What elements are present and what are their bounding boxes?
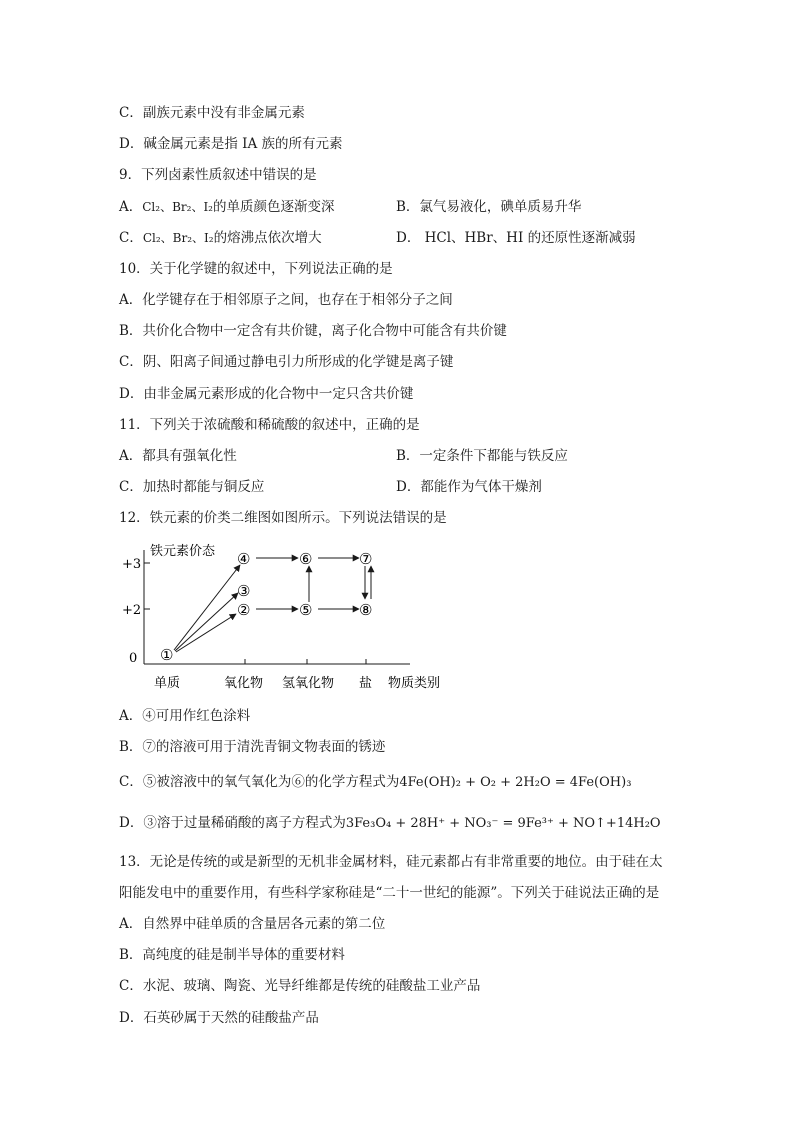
q12-option-d-equation: 3Fe₃O₄ + 28H⁺ + NO₃⁻ = 9Fe³⁺ + NO↑+14H₂O (345, 816, 661, 831)
q12-option-c: C．⑤被溶液中的氧气氧化为⑥的化学方程式为4Fe(OH)₂ + O₂ + 2H₂O = 4Fe(OH)₃ (119, 774, 632, 790)
x-tick-hydroxide: 氢氧化物 (282, 676, 335, 691)
q13-option-b: B．高纯度的硅是制半导体的重要材料 (119, 947, 345, 963)
q9-option-d: D． HCl、HBr、HI 的还原性逐渐减弱 (396, 230, 636, 246)
x-tick-salt: 盐 (359, 676, 373, 691)
node-4: ④ (237, 550, 251, 568)
q11-option-a: A．都具有强氧化性 (119, 448, 237, 464)
iron-valence-class-diagram (110, 536, 460, 696)
x-axis-title: 物质类别 (388, 676, 441, 691)
q12-option-a: A．④可用作红色涂料 (119, 708, 251, 724)
y-tick-plus3: +3 (122, 557, 142, 572)
q9-option-c-formula: Cl₂、Br₂、I₂ (142, 231, 214, 245)
q11-option-d: D．都能作为气体干燥剂 (396, 479, 542, 495)
q12-option-b: B．⑦的溶液可用于清洗青铜文物表面的锈迹 (119, 739, 386, 755)
q12-stem: 12．铁元素的价类二维图如图所示。下列说法错误的是 (119, 510, 447, 526)
q13-option-a: A．自然界中硅单质的含量居各元素的第二位 (119, 916, 386, 932)
q12-option-d: D．③溶于过量稀硝酸的离子方程式为3Fe₃O₄ + 28H⁺ + NO₃⁻ = 9Fe³⁺ + NO↑+14H₂O (119, 815, 661, 831)
node-3: ③ (237, 582, 251, 600)
q12-option-c-equation: 4Fe(OH)₂ + O₂ + 2H₂O = 4Fe(OH)₃ (399, 775, 632, 790)
q9-option-a: A．Cl₂、Br₂、I₂的单质颜色逐渐变深 (119, 199, 335, 215)
node-8: ⑧ (359, 601, 373, 619)
y-axis-title: 铁元素价态 (150, 544, 216, 559)
q10-stem: 10．关于化学键的叙述中，下列说法正确的是 (119, 261, 393, 277)
q11-stem: 11．下列关于浓硫酸和稀硫酸的叙述中，正确的是 (119, 417, 420, 433)
q13-stem-line1: 13．无论是传统的或是新型的无机非金属材料，硅元素都占有非常重要的地位。由于硅在太 (119, 854, 663, 870)
x-tick-oxide: 氧化物 (224, 676, 264, 691)
q9-option-c: C．Cl₂、Br₂、I₂的熔沸点依次增大 (119, 230, 322, 246)
q8-option-c: C．副族元素中没有非金属元素 (119, 105, 305, 121)
node-6: ⑥ (299, 550, 313, 568)
q9-option-a-formula: Cl₂、Br₂、I₂ (142, 200, 213, 214)
node-1: ① (160, 646, 174, 664)
q10-option-b: B．共价化合物中一定含有共价键，离子化合物中可能含有共价键 (119, 323, 507, 339)
q10-option-d: D．由非金属元素形成的化合物中一定只含共价键 (119, 386, 414, 402)
q13-option-c: C．水泥、玻璃、陶瓷、光导纤维都是传统的硅酸盐工业产品 (119, 978, 481, 994)
q9-stem: 9．下列卤素性质叙述中错误的是 (119, 167, 317, 183)
x-tick-element: 单质 (154, 676, 181, 691)
node-7: ⑦ (359, 550, 373, 568)
q13-option-d: D．石英砂属于天然的硅酸盐产品 (119, 1010, 319, 1026)
q10-option-c: C．阴、阳离子间通过静电引力所形成的化学键是离子键 (119, 354, 454, 370)
q11-option-c: C．加热时都能与铜反应 (119, 479, 265, 495)
node-2: ② (237, 601, 251, 619)
y-tick-zero: 0 (129, 651, 138, 666)
node-5: ⑤ (299, 601, 313, 619)
q10-option-a: A．化学键存在于相邻原子之间，也存在于相邻分子之间 (119, 292, 453, 308)
y-tick-plus2: +2 (122, 603, 142, 618)
q9-option-b: B．氯气易液化，碘单质易升华 (396, 199, 582, 215)
q11-option-b: B．一定条件下都能与铁反应 (396, 448, 568, 464)
q13-stem-line2: 阳能发电中的重要作用，有些科学家称硅是“二十一世纪的能源”。下列关于硅说法正确的是 (119, 885, 660, 901)
q8-option-d: D．碱金属元素是指 IA 族的所有元素 (119, 136, 343, 152)
